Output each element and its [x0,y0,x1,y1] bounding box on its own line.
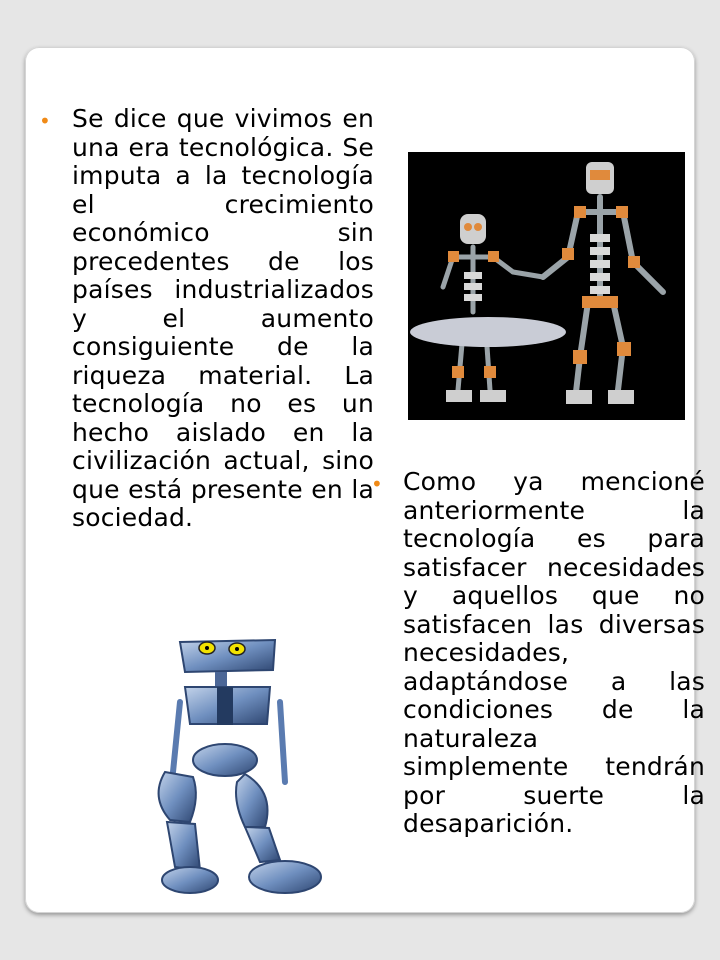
paragraph-right: Como ya mencioné anteriormente la tecnología es para satisfacer necesidades y aquellos que no satisfacen las diversas necesidades, adaptándose a las condiciones de la naturaleza simplemente tendrán por suerte la desaparición. [403,467,705,838]
bullet-icon: • [371,472,383,496]
slide-card [25,47,705,913]
dancing-robots-image [408,152,685,420]
paragraph-left: Se dice que vivimos en una era tecnológica. Se imputa a la tecnología el crecimiento económico sin precedentes de los países industrializados y el aumento consiguiente de la riqueza material. La tecnología no es un hecho aislado en la civilización actual, sino que está presente en la sociedad. [72,104,374,532]
blue-robot-image [145,632,345,902]
dancing-robots-illustration [408,152,685,420]
blue-robot-illustration [145,632,345,902]
bullet-icon: • [39,109,51,133]
